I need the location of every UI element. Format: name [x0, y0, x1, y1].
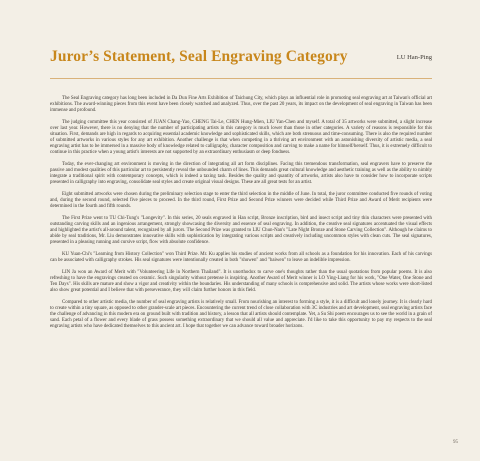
author-name: LU Han-Ping: [396, 54, 432, 61]
paragraph: KU Yuan-Chi's "Learning from History Collection" won Third Prize. Mr. Ku applies his studies of ancient works from all schools as a foundation for his innovation. Each of his carvings can be associated with calligraphy strokes. His seal signatures were intentionally created in both "shuwen" and "baiwen" to leave an indelible impression.: [50, 251, 432, 264]
paragraph: Eight submitted artworks were chosen during the preliminary selection stage to enter the third selection in the middle of June. In total, the juror committee conducted five rounds of voting and, during the second round, selected five pieces to proceed. In the third round, First Prize and Second Prize winners were decided while Third Prize and Award of Merit recipients were determined in the fourth and fifth rounds.: [50, 192, 432, 210]
page-title: Juror’s Statement, Seal Engraving Category: [50, 48, 348, 65]
paragraph: The First Prize went to TU Chi-Tung's "Longevity". In this series, 20 seals engraved in Han script, Bronze inscription, bird and insect script and tiny thin characters were presented with outstanding carving skills and an ingenious arrangement, strongly showcasing the diversity and essence of seal engraving. In addition, the creative seal signatures accentuated the visual effects and highlighted the artist's all-around talent, recognized by all jurors. The Second Prize was granted to LIU Chun-Nan's "Late Night Bronze and Stone Carving Collection". Although he claims to abide by seal traditions, Mr. Liu demonstrates innovative skills with sophistication by integrating various scripts and creatively including uncommon styles with clean cuts. The seal signatures, presented in a pleasing running and cursive script, flow with absolute confidence.: [50, 215, 432, 246]
paragraph: Compared to other artistic media, the number of seal engraving artists is relatively small. From nourishing an interest to forming a style, it is a difficult and lonely journey. It is clearly hard to create within a tiny square, as opposed to other grander-scale art pieces. Encountering the current trend of close collaboration with 3C industries and art development, seal engraving artists face the challenge of advancing in this modern era on ground built with tradition and history, a lesson that all artists should contemplate. Yet, a Su Shi poem encourages us to see the world in a grain of sand. Each petal of a flower and every blade of grass possess something extraordinary that we should all value and appreciate. I'd like to take this opportunity to pay my respects to the seal engraving artists who have dedicated themselves to this ancient art. I hope that together we can advance toward broader horizons.: [50, 299, 432, 330]
paragraph: The Seal Engraving category has long been included in Da Dun Fine Arts Exhibition of Taichung City, which plays an influential role in promoting seal engraving art at Taiwan's official art exhibitions. The award-winning pieces from this event have been closely watched and analyzed. Thus, over the past 20 years, its impact on the development of seal engraving in Taiwan has been immense and profound.: [50, 96, 432, 114]
paragraph: The judging committee this year consisted of JUAN Chang-Yao, CHENG Tai-Le, CHEN Hung-Mien, LIU Yan-Chen and myself. A total of 35 artworks were submitted, a slight increase over last year. However, there is no denying that the number of participating artists in this category is much lower than those in other categories. A variety of reasons is responsible for this situation. First, demands are high in regards to acquiring essential academic knowledge and sophisticated skills, which are both strenuous and time-consuming. There is also the required number of submitted artworks in various styles for any art exhibition. Another challenge is that when competing in a thriving art environment with an astonishing diversity of artistic media, a seal engraving artist has to be immersed in a massive body of knowledge related to calligraphy, character composition and carving to make a name for himself/herself. Thus, it is extremely difficult to continue in this practice when a young artist's interests are not supported by an extraordinary enthusiasm or deep fondness.: [50, 119, 432, 156]
paragraph: LIN Ja won an Award of Merit with "Volunteering Life in Northern Thailand". It is unorthodox to carve one's thoughts rather than the usual quotations from popular poems. It is also refreshing to have the engravings created on ceramic. Such singularity without pretense is inspiring. Another Award of Merit winner is LO Ying-Liang for his work, "One Water, One Stone and Ten Days". His skills are mature and show a vigor and creativity within the boundaries. His understanding of many schools is comprehensive and solid. The artists whose works were short-listed also show great potential and I believe that with perseverance, they will claim further honors in this field.: [50, 269, 432, 293]
statement-body: [50, 96, 432, 336]
title-divider: [50, 78, 432, 79]
paragraph: Today, the ever-changing art environment is moving in the direction of integrating all art form disciplines. Facing this tremendous transformation, seal engravers have to preserve the passive and modest qualities of this particular art to persistently reveal the unbounded charm of lines. This demands great cultural knowledge and aesthetic training as well as the ability to nimbly integrate a traditional spirit with contemporary concepts, which is indeed a taxing task. Besides the quality and quantity of artworks, artists also have to consider how to incorporate scripts presented in calligraphy into engraving, consolidate seal styles and create original visual designs. These are all great tests for an artist.: [50, 162, 432, 186]
page-header: [50, 48, 432, 74]
page-number: 95: [453, 440, 458, 445]
